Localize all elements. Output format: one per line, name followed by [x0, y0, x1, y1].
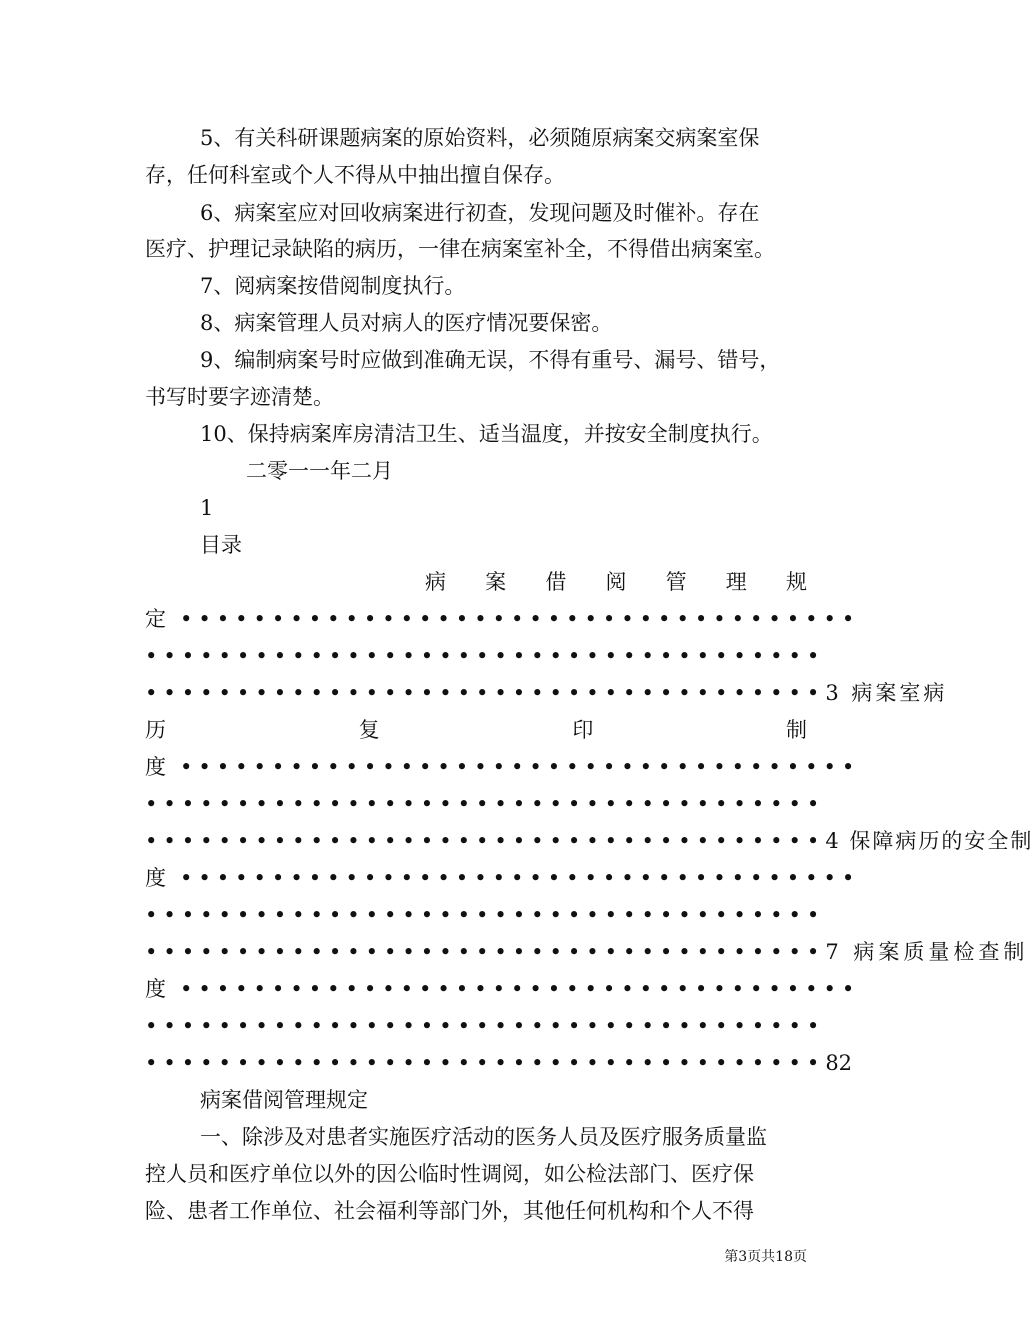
toc-entry-3-leader-3 [145, 937, 1029, 967]
toc-entry-4-leader-3 [145, 1048, 853, 1078]
toc-char: 病 [425, 570, 446, 594]
toc-entry-2-page: 4 保障病历的安全制 [825, 829, 1033, 853]
toc-char: 印 [572, 718, 594, 742]
dot-leader: ••••••••••••••••••••••••••••••••••••• [145, 903, 826, 927]
toc-entry-1-leader-2 [145, 641, 826, 671]
dot-leader: ••••••••••••••••••••••••••••••••••••• [180, 866, 861, 890]
toc-char: 理 [725, 570, 747, 594]
dot-leader: ••••••••••••••••••••••••••••••••••••• [145, 681, 826, 705]
toc-char: 制 [785, 718, 807, 742]
section-line-3: 险、患者工作单位、社会福利等部门外，其他任何机构和个人不得 [145, 1199, 754, 1223]
dot-leader: ••••••••••••••••••••••••••••••••••••• [145, 1051, 826, 1075]
paragraph-9-line-1: 9、编制病案号时应做到准确无误，不得有重号、漏号、错号， [200, 348, 781, 372]
dot-leader: ••••••••••••••••••••••••••••••••••••• [145, 829, 826, 853]
toc-char: 案 [485, 570, 507, 594]
toc-entry-4-end-char: 度 [145, 977, 166, 1001]
dot-leader: ••••••••••••••••••••••••••••••••••••• [145, 792, 826, 816]
toc-entry-2-leader-1 [145, 752, 861, 782]
toc-char: 管 [665, 570, 687, 594]
toc-char: 阅 [605, 570, 627, 594]
dot-leader: ••••••••••••••••••••••••••••••••••••• [180, 755, 861, 779]
toc-entry-2-end-char: 度 [145, 755, 166, 779]
page-footer: 第3页共18页 [724, 1249, 807, 1265]
paragraph-5-line-2: 存，任何科室或个人不得从中抽出擅自保存。 [145, 163, 565, 187]
toc-entry-1-leader-3 [145, 678, 948, 708]
toc-entry-2-leader-2 [145, 789, 826, 819]
toc-char: 规 [785, 570, 807, 594]
toc-entry-4-page: 82 [825, 1051, 853, 1075]
toc-char: 借 [545, 570, 567, 594]
toc-char: 历 [145, 718, 166, 742]
paragraph-10: 10、保持病案库房清洁卫生、适当温度，并按安全制度执行。 [200, 422, 773, 446]
toc-entry-1-end-char: 定 [145, 607, 166, 631]
date-line: 二零一一年二月 [246, 459, 393, 483]
paragraph-7: 7、阅病案按借阅制度执行。 [200, 274, 466, 298]
dot-leader: ••••••••••••••••••••••••••••••••••••• [145, 1014, 826, 1038]
dot-leader: ••••••••••••••••••••••••••••••••••••• [180, 607, 861, 631]
paragraph-5-line-1: 5、有关科研课题病案的原始资料，必须随原病案交病案室保 [200, 126, 760, 150]
toc-entry-2-leader-3 [145, 826, 1033, 856]
section-line-1: 一、除涉及对患者实施医疗活动的医务人员及医疗服务质量监 [200, 1125, 767, 1149]
toc-entry-3-end-char: 度 [145, 866, 166, 890]
toc-entry-1-page: 3 病案室病 [825, 681, 948, 705]
dot-leader: ••••••••••••••••••••••••••••••••••••• [145, 940, 826, 964]
section-title: 病案借阅管理规定 [200, 1088, 368, 1112]
paragraph-8: 8、病案管理人员对病人的医疗情况要保密。 [200, 311, 613, 335]
toc-entry-3-leader-1 [145, 863, 861, 893]
toc-entry-2-title [145, 715, 807, 745]
paragraph-9-line-2: 书写时要字迹清楚。 [145, 385, 334, 409]
paragraph-6-line-1: 6、病案室应对回收病案进行初查，发现问题及时催补。存在 [200, 201, 760, 225]
toc-char: 复 [358, 718, 380, 742]
toc-entry-4-leader-2 [145, 1011, 826, 1041]
toc-title: 目录 [200, 533, 242, 557]
section-line-2: 控人员和医疗单位以外的因公临时性调阅，如公检法部门、医疗保 [145, 1162, 754, 1186]
toc-entry-1-leader-1 [145, 604, 861, 634]
toc-entry-1-title [425, 567, 807, 597]
dot-leader: ••••••••••••••••••••••••••••••••••••• [145, 644, 826, 668]
page-number-text: 1 [200, 496, 214, 520]
toc-entry-3-leader-2 [145, 900, 826, 930]
toc-entry-4-leader-1 [145, 974, 861, 1004]
toc-entry-3-page: 7 病案质量检查制 [825, 940, 1029, 964]
dot-leader: ••••••••••••••••••••••••••••••••••••• [180, 977, 861, 1001]
paragraph-6-line-2: 医疗、护理记录缺陷的病历，一律在病案室补全，不得借出病案室。 [145, 237, 775, 261]
